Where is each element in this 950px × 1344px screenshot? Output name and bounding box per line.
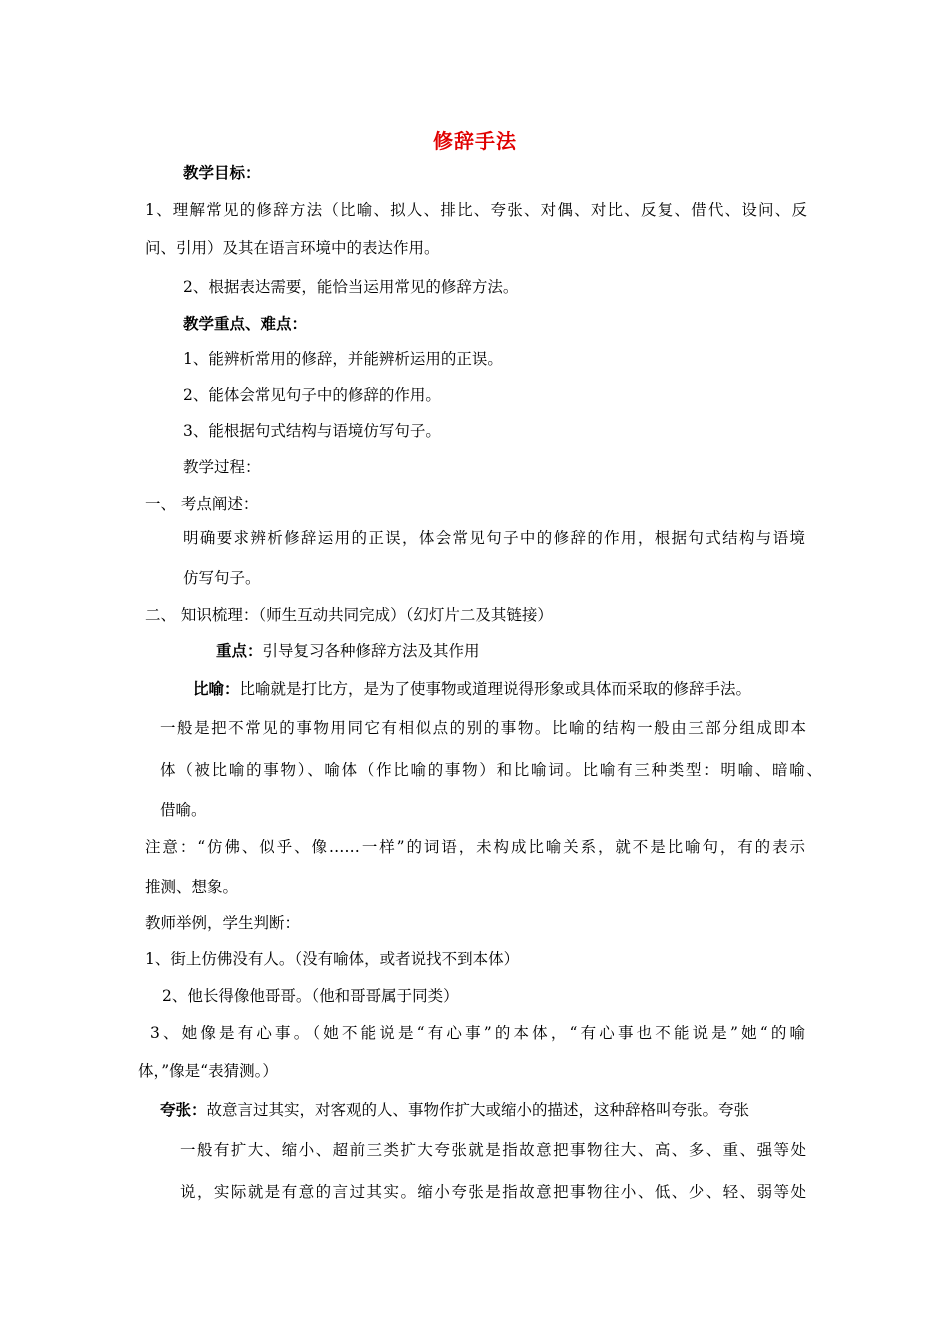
section-2-heading: 二、 知识梳理：（师生互动共同完成）（幻灯片二及其链接） (145, 606, 553, 624)
section-1-heading: 一、 考点阐述： (145, 495, 259, 513)
focus-text: 引导复习各种修辞方法及其作用 (262, 642, 480, 660)
objective-1-line-2: 问、引用）及其在语言环境中的表达作用。 (145, 239, 440, 257)
process-heading: 教学过程： (183, 458, 261, 476)
key-point-1: 1、能辨析常用的修辞，并能辨析运用的正误。 (183, 350, 503, 368)
hyperbole-text-1: 故意言过其实，对客观的人、事物作扩大或缩小的描述，这种辞格叫夸张。夸张 (206, 1101, 750, 1119)
key-point-2: 2、能体会常见句子中的修辞的作用。 (183, 386, 441, 404)
metaphor-text-1: 比喻就是打比方，是为了使事物或道理说得形象或具体而采取的修辞手法。 (239, 680, 752, 698)
metaphor-line-1 (193, 679, 751, 699)
example-3-line-2: 体，”像是“表猜测。） (138, 1062, 278, 1080)
objective-1-line-1: 1、理解常见的修辞方法（比喻、拟人、排比、夸张、对偶、对比、反复、借代、设问、反 (145, 201, 807, 219)
metaphor-label: 比喻： (193, 680, 240, 698)
hyperbole-label: 夸张： (160, 1101, 207, 1119)
note-line-1: 注意：“仿佛、似乎、像……一样”的词语，未构成比喻关系，就不是比喻句，有的表示 (145, 838, 805, 856)
example-1: 1、街上仿佛没有人。（没有喻体，或者说找不到本体） (145, 950, 520, 968)
example-2: 2、他长得像他哥哥。（他和哥哥属于同类） (162, 987, 459, 1005)
section-1-text-line-2: 仿写句子。 (183, 569, 261, 587)
example-3-line-1: 3、她像是有心事。（她不能说是“有心事”的本体，“有心事也不能说是”她“的喻 (150, 1024, 805, 1042)
section-1-text-line-1: 明确要求辨析修辞运用的正误，体会常见句子中的修辞的作用，根据句式结构与语境 (183, 529, 805, 547)
objectives-heading: 教学目标： (183, 164, 261, 182)
hyperbole-line-1 (160, 1100, 749, 1120)
teacher-examples-heading: 教师举例，学生判断： (145, 914, 301, 932)
metaphor-line-2: 一般是把不常见的事物用同它有相似点的别的事物。比喻的结构一般由三部分组成即本 (160, 719, 806, 737)
hyperbole-line-3: 说，实际就是有意的言过其实。缩小夸张是指故意把事物往小、低、少、轻、弱等处 (180, 1183, 806, 1201)
note-line-2: 推测、想象。 (145, 878, 239, 896)
key-points-heading: 教学重点、难点： (183, 315, 308, 333)
focus-label: 重点： (216, 642, 263, 660)
key-point-3: 3、能根据句式结构与语境仿写句子。 (183, 422, 441, 440)
metaphor-line-4: 借喻。 (160, 801, 207, 819)
page-title: 修辞手法 (433, 129, 517, 153)
objective-2: 2、根据表达需要，能恰当运用常见的修辞方法。 (183, 278, 519, 296)
hyperbole-line-2: 一般有扩大、缩小、超前三类扩大夸张就是指故意把事物往大、高、多、重、强等处 (180, 1141, 806, 1159)
focus-line (216, 641, 480, 661)
metaphor-line-3: 体（被比喻的事物）、喻体（作比喻的事物）和比喻词。比喻有三种类型：明喻、暗喻、 (160, 761, 822, 779)
